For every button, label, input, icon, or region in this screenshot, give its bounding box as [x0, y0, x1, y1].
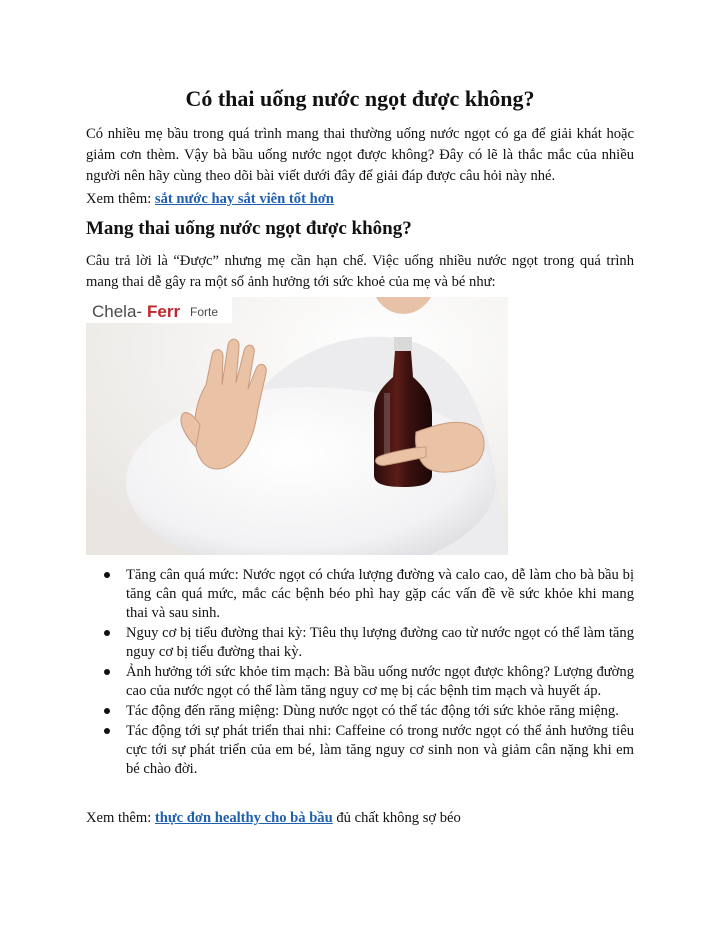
link-sat-nuoc[interactable]: sắt nước hay sắt viên tốt hơn	[154, 191, 334, 207]
answer-paragraph: Câu trả lời là “Được” nhưng mẹ cần hạn chế. Việc uống nhiều nước ngọt trong quá trình mang thai dễ gây ra một số ảnh hưởng tới sức khoẻ của mẹ và bé như:	[86, 253, 634, 290]
bullet-dot	[104, 630, 110, 636]
bullet-dot	[104, 728, 110, 734]
list-item: Tăng cân quá mức: Nước ngọt có chứa lượng đường và calo cao, dễ làm cho bà bầu bị tăng cân quá mức, mắc các bệnh béo phì hay gặp các vấn đề về sức khỏe khi mang thai và sau sinh.	[86, 566, 634, 623]
logo-text-3: Forte	[190, 305, 219, 319]
see-also-2-suffix: đủ chất không sợ béo	[332, 810, 461, 826]
section-heading: Mang thai uống nước ngọt được không?	[86, 218, 412, 239]
see-also-2-prefix: Xem thêm:	[86, 810, 155, 826]
pregnant-woman-soda-image	[86, 297, 508, 555]
see-also-2	[86, 808, 634, 829]
link-thuc-don[interactable]: thực đơn healthy cho bà bầu	[154, 810, 333, 826]
intro-paragraph: Có nhiều mẹ bầu trong quá trình mang thai thường uống nước ngọt có ga để giải khát hoặc giảm cơn thèm. Vậy bà bầu uống nước ngọt được không? Đây có lẽ là thắc mắc của nhiều người nên hãy cùng theo dõi bài viết dưới đây để giải đáp được câu hỏi này nhé.	[86, 126, 634, 184]
bullet-dot	[104, 572, 110, 578]
bullet-dot	[104, 669, 110, 675]
effects-list	[86, 566, 634, 780]
list-item: Tác động đến răng miệng: Dùng nước ngọt có thể tác động tới sức khỏe răng miệng.	[86, 702, 634, 721]
see-also-1-prefix: Xem thêm:	[86, 191, 155, 207]
bullet-dot	[104, 708, 110, 714]
logo-text-1: Chela-	[92, 302, 143, 321]
list-item: Nguy cơ bị tiểu đường thai kỳ: Tiêu thụ lượng đường cao từ nước ngọt có thể làm tăng nguy cơ bị tiểu đường thai kỳ.	[86, 624, 634, 662]
list-item: Tác động tới sự phát triển thai nhi: Caffeine có trong nước ngọt có thể ảnh hưởng tiêu cực tới sự phát triển của em bé, làm tăng nguy cơ sinh non và giảm cân nặng khi em bé chào đời.	[86, 722, 634, 779]
list-item: Ảnh hưởng tới sức khỏe tim mạch: Bà bầu uống nước ngọt được không? Lượng đường cao của nước ngọt có thể làm tăng nguy cơ mẹ bị các bệnh tim mạch và huyết áp.	[86, 663, 634, 701]
logo-text-2: Ferr	[147, 302, 181, 321]
see-also-1	[86, 189, 634, 210]
page-title: Có thai uống nước ngọt được không?	[185, 86, 535, 111]
